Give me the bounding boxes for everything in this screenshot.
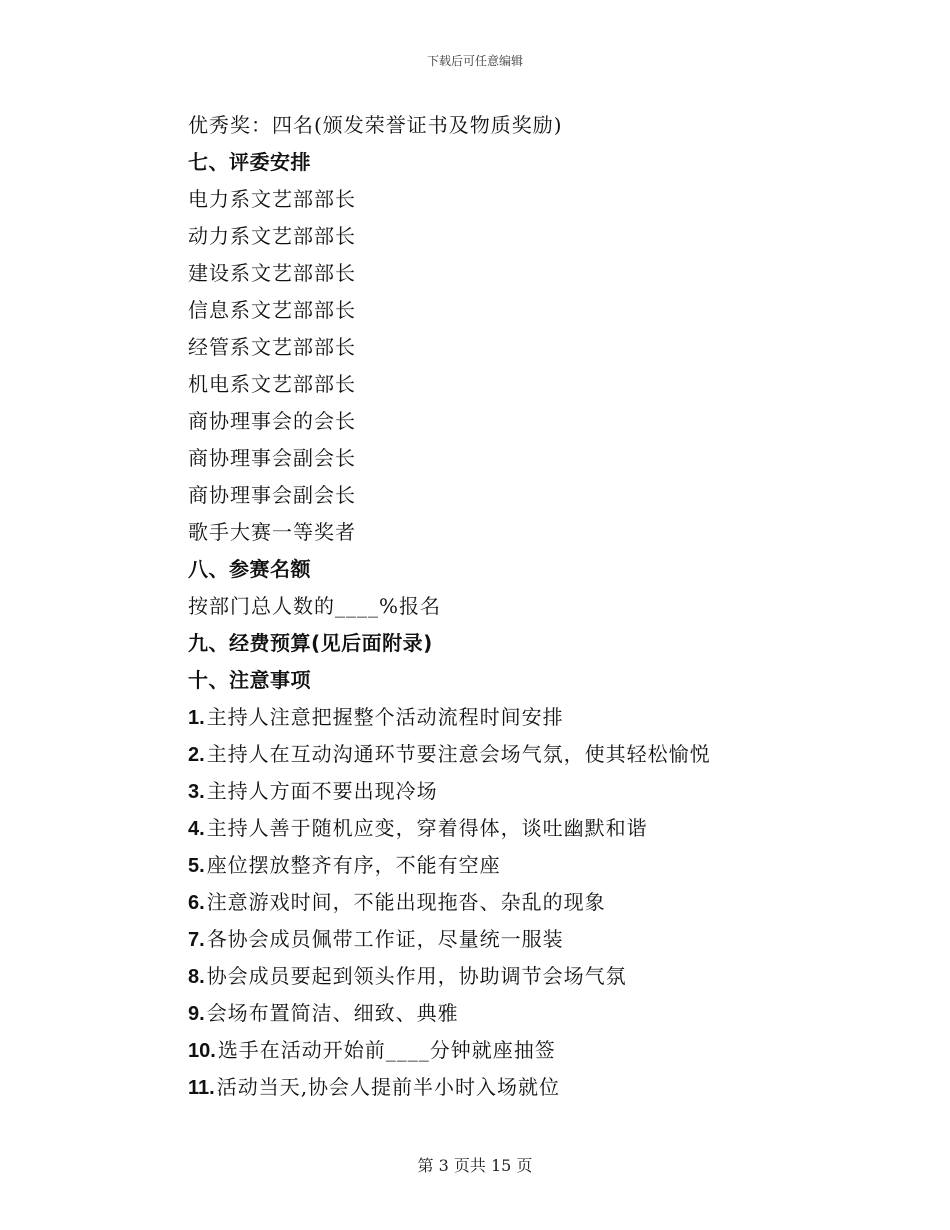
judge-item: 商协理事会副会长: [188, 483, 356, 507]
note-number: 10.: [188, 1040, 216, 1062]
note-item: [188, 773, 888, 810]
note-item: [188, 958, 888, 995]
note-number: 4.: [188, 818, 205, 840]
section-heading-budget: 九、经费预算(见后面附录): [188, 631, 433, 655]
judge-item: 电力系文艺部部长: [188, 187, 356, 211]
note-number: 7.: [188, 929, 205, 951]
judge-item: 信息系文艺部部长: [188, 298, 356, 322]
note-number: 6.: [188, 892, 205, 914]
note-text: 主持人方面不要出现冷场: [206, 779, 438, 803]
note-item: [188, 921, 888, 958]
judge-item: 商协理事会副会长: [188, 446, 356, 470]
note-text: 主持人注意把握整个活动流程时间安排: [206, 705, 564, 729]
note-text: 主持人善于随机应变，穿着得体，谈吐幽默和谐: [206, 816, 648, 840]
judge-item: 商协理事会的会长: [188, 409, 356, 433]
section-heading-judges: 七、评委安排: [188, 150, 311, 174]
note-text: 座位摆放整齐有序，不能有空座: [206, 853, 501, 877]
note-number: 9.: [188, 1003, 205, 1025]
page-footer: 第 3 页共 15 页: [417, 1156, 533, 1175]
note-text: 选手在活动开始前____分钟就座抽签: [217, 1038, 556, 1062]
section-heading-quota: 八、参赛名额: [188, 557, 311, 581]
note-item: [188, 995, 888, 1032]
note-number: 5.: [188, 855, 205, 877]
note-number: 11.: [188, 1077, 215, 1099]
note-text: 协会成员要起到领头作用，协助调节会场气氛: [206, 964, 627, 988]
note-text: 会场布置简洁、细致、典雅: [206, 1001, 459, 1025]
page-header: 下载后可任意编辑: [426, 54, 523, 68]
note-item: [188, 884, 888, 921]
note-item: [188, 736, 888, 773]
note-number: 3.: [188, 781, 205, 803]
quota-line: 按部门总人数的____%报名: [188, 594, 442, 618]
judge-item: 机电系文艺部部长: [188, 372, 356, 396]
section-heading-notes: 十、注意事项: [188, 668, 311, 692]
note-text: 活动当天,协会人提前半小时入场就位: [216, 1075, 561, 1099]
note-item: [188, 699, 888, 736]
document-body: [188, 107, 888, 1106]
judge-item: 歌手大赛一等奖者: [188, 520, 356, 544]
note-text: 主持人在互动沟通环节要注意会场气氛，使其轻松愉悦: [206, 742, 711, 766]
note-number: 8.: [188, 966, 205, 988]
note-number: 1.: [188, 707, 205, 729]
judge-item: 建设系文艺部部长: [188, 261, 356, 285]
judge-item: 经管系文艺部部长: [188, 335, 356, 359]
note-item: [188, 847, 888, 884]
note-item: [188, 810, 888, 847]
note-number: 2.: [188, 744, 205, 766]
note-text: 各协会成员佩带工作证，尽量统一服装: [206, 927, 564, 951]
judge-item: 动力系文艺部部长: [188, 224, 356, 248]
note-item: [188, 1069, 888, 1106]
note-item: [188, 1032, 888, 1069]
note-text: 注意游戏时间，不能出现拖沓、杂乱的现象: [206, 890, 606, 914]
award-line: 优秀奖：四名(颁发荣誉证书及物质奖励): [188, 113, 563, 137]
